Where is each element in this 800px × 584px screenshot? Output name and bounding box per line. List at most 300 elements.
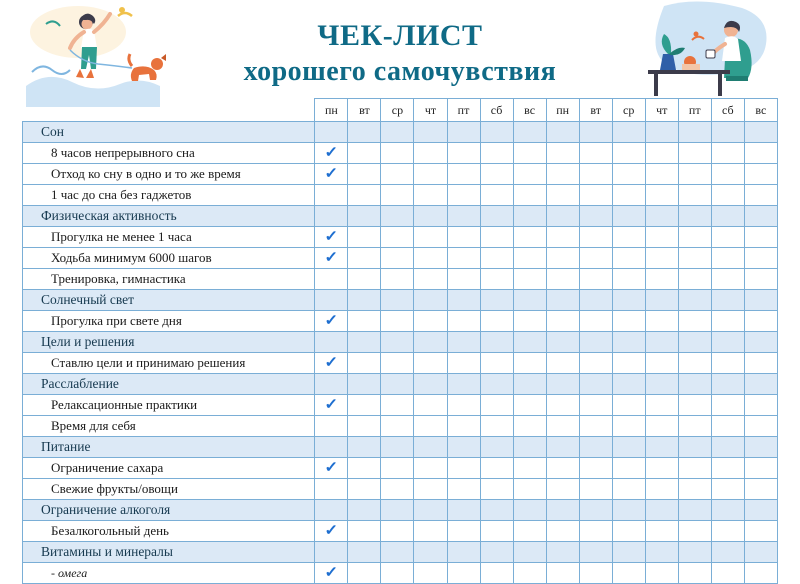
checkbox-cell[interactable] xyxy=(447,143,480,164)
checkbox-cell[interactable] xyxy=(513,122,546,143)
checkbox-cell[interactable] xyxy=(447,248,480,269)
checkbox-cell[interactable] xyxy=(711,500,744,521)
checkbox-cell[interactable] xyxy=(381,164,414,185)
checkbox-cell[interactable] xyxy=(447,374,480,395)
checkbox-cell[interactable] xyxy=(381,542,414,563)
checkbox-cell[interactable] xyxy=(480,458,513,479)
checkbox-cell[interactable] xyxy=(348,164,381,185)
checkbox-cell[interactable] xyxy=(381,227,414,248)
day-header-6: вс xyxy=(513,99,546,122)
checkbox-cell[interactable] xyxy=(447,353,480,374)
checkbox-cell[interactable] xyxy=(711,290,744,311)
checkbox-cell[interactable] xyxy=(678,227,711,248)
checkbox-cell[interactable] xyxy=(348,437,381,458)
checkbox-cell[interactable] xyxy=(546,500,579,521)
checkbox-cell[interactable] xyxy=(678,500,711,521)
checkbox-cell[interactable] xyxy=(546,311,579,332)
checkbox-cell[interactable] xyxy=(612,269,645,290)
checkbox-cell[interactable] xyxy=(645,521,678,542)
checkbox-cell[interactable] xyxy=(480,416,513,437)
checkbox-cell[interactable] xyxy=(744,479,777,500)
checkbox-cell[interactable] xyxy=(348,542,381,563)
checkbox-cell[interactable] xyxy=(381,290,414,311)
checkbox-cell[interactable] xyxy=(744,416,777,437)
checkbox-cell[interactable] xyxy=(381,269,414,290)
checkbox-cell[interactable] xyxy=(645,248,678,269)
checkbox-cell[interactable] xyxy=(579,122,612,143)
checkbox-cell[interactable] xyxy=(414,143,447,164)
checkbox-cell[interactable] xyxy=(678,458,711,479)
checkbox-cell[interactable] xyxy=(645,143,678,164)
checkbox-cell[interactable] xyxy=(612,227,645,248)
checkbox-cell[interactable] xyxy=(414,437,447,458)
checkbox-cell[interactable] xyxy=(414,269,447,290)
checkbox-cell[interactable] xyxy=(447,164,480,185)
checkbox-cell[interactable] xyxy=(612,500,645,521)
checkbox-cell[interactable] xyxy=(348,248,381,269)
checkbox-cell[interactable] xyxy=(744,269,777,290)
checkbox-cell[interactable] xyxy=(645,332,678,353)
checkbox-cell[interactable] xyxy=(645,416,678,437)
checkbox-cell[interactable] xyxy=(348,185,381,206)
checkbox-cell[interactable] xyxy=(480,437,513,458)
checkbox-cell[interactable] xyxy=(414,542,447,563)
checkbox-cell[interactable] xyxy=(711,227,744,248)
checkbox-cell[interactable] xyxy=(612,164,645,185)
checkbox-cell[interactable] xyxy=(744,122,777,143)
checkbox-cell[interactable] xyxy=(447,458,480,479)
checkbox-cell[interactable] xyxy=(414,479,447,500)
checkbox-cell[interactable] xyxy=(480,227,513,248)
checkbox-cell[interactable] xyxy=(480,311,513,332)
checkbox-cell[interactable] xyxy=(447,311,480,332)
checkbox-cell[interactable] xyxy=(381,521,414,542)
checkbox-cell[interactable] xyxy=(315,479,348,500)
checkbox-cell[interactable] xyxy=(546,521,579,542)
checkbox-cell[interactable] xyxy=(678,164,711,185)
checkbox-cell[interactable] xyxy=(546,332,579,353)
checkbox-cell[interactable] xyxy=(513,353,546,374)
checkbox-cell[interactable] xyxy=(711,395,744,416)
checkbox-cell[interactable] xyxy=(447,332,480,353)
checkbox-cell[interactable] xyxy=(579,248,612,269)
checkbox-cell[interactable] xyxy=(612,458,645,479)
checkbox-cell[interactable] xyxy=(678,311,711,332)
checkbox-cell[interactable] xyxy=(744,542,777,563)
checkbox-cell[interactable] xyxy=(315,374,348,395)
checkbox-cell[interactable] xyxy=(711,374,744,395)
checkbox-cell[interactable] xyxy=(612,143,645,164)
checkbox-cell[interactable] xyxy=(678,437,711,458)
checkbox-cell[interactable] xyxy=(447,122,480,143)
checkbox-cell[interactable] xyxy=(447,206,480,227)
checkbox-cell[interactable] xyxy=(447,185,480,206)
checkbox-cell[interactable] xyxy=(645,353,678,374)
checkbox-cell[interactable] xyxy=(480,332,513,353)
checkbox-cell[interactable] xyxy=(513,521,546,542)
checkbox-cell[interactable] xyxy=(546,416,579,437)
checkbox-cell[interactable] xyxy=(315,227,348,248)
checkbox-cell[interactable] xyxy=(447,290,480,311)
checkbox-cell[interactable] xyxy=(546,374,579,395)
checkbox-cell[interactable] xyxy=(447,227,480,248)
checkbox-cell[interactable] xyxy=(612,290,645,311)
checkbox-cell[interactable] xyxy=(414,164,447,185)
checkbox-cell[interactable] xyxy=(381,143,414,164)
checkbox-cell[interactable] xyxy=(579,479,612,500)
checkbox-cell[interactable] xyxy=(480,164,513,185)
checkbox-cell[interactable] xyxy=(513,290,546,311)
checkbox-cell[interactable] xyxy=(678,542,711,563)
checkbox-cell[interactable] xyxy=(711,143,744,164)
task-label: Прогулка не менее 1 часа xyxy=(23,227,315,248)
checkbox-cell[interactable] xyxy=(348,416,381,437)
checkbox-cell[interactable] xyxy=(315,437,348,458)
checkbox-cell[interactable] xyxy=(711,521,744,542)
checkbox-cell[interactable] xyxy=(348,206,381,227)
checkbox-cell[interactable] xyxy=(678,290,711,311)
checkbox-cell[interactable] xyxy=(348,500,381,521)
checkbox-cell[interactable] xyxy=(579,521,612,542)
checkbox-cell[interactable] xyxy=(678,269,711,290)
checkbox-cell[interactable] xyxy=(414,248,447,269)
checkbox-cell[interactable] xyxy=(480,269,513,290)
checkbox-cell[interactable] xyxy=(315,332,348,353)
checkbox-cell[interactable] xyxy=(348,353,381,374)
checkbox-cell[interactable] xyxy=(579,500,612,521)
checkbox-cell[interactable] xyxy=(711,479,744,500)
checkbox-cell[interactable] xyxy=(546,122,579,143)
checkbox-cell[interactable] xyxy=(711,416,744,437)
checkbox-cell[interactable] xyxy=(315,206,348,227)
checkbox-cell[interactable] xyxy=(348,227,381,248)
checkbox-cell[interactable] xyxy=(315,122,348,143)
checkbox-cell[interactable] xyxy=(480,542,513,563)
checkbox-cell[interactable] xyxy=(513,479,546,500)
checkbox-cell[interactable] xyxy=(513,542,546,563)
checkbox-cell[interactable] xyxy=(645,311,678,332)
checkbox-cell[interactable] xyxy=(678,143,711,164)
checkbox-cell[interactable] xyxy=(315,458,348,479)
checkbox-cell[interactable] xyxy=(744,437,777,458)
checkbox-cell[interactable] xyxy=(744,374,777,395)
checkbox-cell[interactable] xyxy=(414,500,447,521)
task-label: Ставлю цели и принимаю решения xyxy=(23,353,315,374)
checkbox-cell[interactable] xyxy=(612,185,645,206)
checkbox-cell[interactable] xyxy=(711,164,744,185)
checkbox-cell[interactable] xyxy=(513,269,546,290)
checkbox-cell[interactable] xyxy=(513,143,546,164)
checkbox-cell[interactable] xyxy=(678,374,711,395)
checkbox-cell[interactable] xyxy=(579,185,612,206)
checkbox-cell[interactable] xyxy=(381,374,414,395)
checkbox-cell[interactable] xyxy=(744,521,777,542)
checkbox-cell[interactable] xyxy=(414,290,447,311)
checkbox-cell[interactable] xyxy=(546,290,579,311)
checkbox-cell[interactable] xyxy=(348,374,381,395)
checkbox-cell[interactable] xyxy=(348,143,381,164)
checkbox-cell[interactable] xyxy=(579,143,612,164)
checkbox-cell[interactable] xyxy=(645,479,678,500)
checkbox-cell[interactable] xyxy=(414,206,447,227)
checkbox-cell[interactable] xyxy=(513,458,546,479)
checkbox-cell[interactable] xyxy=(315,542,348,563)
checkbox-cell[interactable] xyxy=(579,542,612,563)
checkbox-cell[interactable] xyxy=(612,521,645,542)
checkbox-cell[interactable] xyxy=(513,227,546,248)
checkbox-cell[interactable] xyxy=(612,248,645,269)
checkbox-cell[interactable] xyxy=(678,353,711,374)
checkbox-cell[interactable] xyxy=(546,437,579,458)
checkbox-cell[interactable] xyxy=(480,143,513,164)
checkbox-cell[interactable] xyxy=(711,122,744,143)
checkbox-cell[interactable] xyxy=(744,164,777,185)
checkbox-cell[interactable] xyxy=(414,416,447,437)
checkbox-cell[interactable] xyxy=(579,164,612,185)
checkbox-cell[interactable] xyxy=(612,395,645,416)
checkbox-cell[interactable] xyxy=(513,395,546,416)
checkbox-cell[interactable] xyxy=(678,416,711,437)
checkbox-cell[interactable] xyxy=(546,164,579,185)
checkbox-cell[interactable] xyxy=(513,416,546,437)
checkbox-cell[interactable] xyxy=(546,143,579,164)
checkbox-cell[interactable] xyxy=(744,311,777,332)
checkbox-cell[interactable] xyxy=(513,185,546,206)
checkbox-cell[interactable] xyxy=(678,122,711,143)
checkbox-cell[interactable] xyxy=(678,248,711,269)
checkbox-cell[interactable] xyxy=(381,311,414,332)
checkbox-cell[interactable] xyxy=(546,248,579,269)
checkbox-cell[interactable] xyxy=(315,164,348,185)
checkbox-cell[interactable] xyxy=(414,227,447,248)
checkbox-cell[interactable] xyxy=(381,353,414,374)
checkbox-cell[interactable] xyxy=(546,206,579,227)
checkbox-cell[interactable] xyxy=(579,353,612,374)
checkbox-cell[interactable] xyxy=(447,542,480,563)
checkbox-cell[interactable] xyxy=(645,437,678,458)
checkbox-cell[interactable] xyxy=(744,332,777,353)
checkbox-cell[interactable] xyxy=(513,311,546,332)
checkbox-cell[interactable] xyxy=(447,269,480,290)
checkbox-cell[interactable] xyxy=(414,122,447,143)
task-label: Безалкогольный день xyxy=(23,521,315,542)
checkbox-cell[interactable] xyxy=(579,269,612,290)
checkbox-cell[interactable] xyxy=(447,479,480,500)
checkbox-cell[interactable] xyxy=(645,164,678,185)
checkbox-cell[interactable] xyxy=(744,500,777,521)
checkbox-cell[interactable] xyxy=(447,416,480,437)
checkbox-cell[interactable] xyxy=(480,248,513,269)
checkbox-cell[interactable] xyxy=(414,521,447,542)
checkbox-cell[interactable] xyxy=(645,500,678,521)
checkbox-cell[interactable] xyxy=(744,353,777,374)
checkbox-cell[interactable] xyxy=(579,332,612,353)
checkbox-cell[interactable] xyxy=(315,416,348,437)
checkbox-cell[interactable] xyxy=(315,185,348,206)
checkbox-cell[interactable] xyxy=(348,521,381,542)
checkbox-cell[interactable] xyxy=(381,416,414,437)
checkbox-cell[interactable] xyxy=(645,374,678,395)
checkbox-cell[interactable] xyxy=(546,479,579,500)
checkbox-cell[interactable] xyxy=(711,206,744,227)
checkbox-cell[interactable] xyxy=(315,143,348,164)
checkbox-cell[interactable] xyxy=(612,353,645,374)
checkbox-cell[interactable] xyxy=(414,374,447,395)
checkbox-cell[interactable] xyxy=(480,185,513,206)
checkbox-cell[interactable] xyxy=(711,269,744,290)
checkbox-cell[interactable] xyxy=(579,311,612,332)
checkbox-cell[interactable] xyxy=(678,479,711,500)
checkbox-cell[interactable] xyxy=(579,437,612,458)
checkbox-cell[interactable] xyxy=(480,500,513,521)
checkbox-cell[interactable] xyxy=(480,290,513,311)
day-header-13: вс xyxy=(744,99,777,122)
checkbox-cell[interactable] xyxy=(381,122,414,143)
checkbox-cell[interactable] xyxy=(612,311,645,332)
checkbox-cell[interactable] xyxy=(513,437,546,458)
checkbox-cell[interactable] xyxy=(513,248,546,269)
checkbox-cell[interactable] xyxy=(645,122,678,143)
checkbox-cell[interactable] xyxy=(645,269,678,290)
checkbox-cell[interactable] xyxy=(414,332,447,353)
checkbox-cell[interactable] xyxy=(480,353,513,374)
checkbox-cell[interactable] xyxy=(381,500,414,521)
checkbox-cell[interactable] xyxy=(744,290,777,311)
checkbox-cell[interactable] xyxy=(711,437,744,458)
checkbox-cell[interactable] xyxy=(645,395,678,416)
checkbox-cell[interactable] xyxy=(513,500,546,521)
checkbox-cell[interactable] xyxy=(513,332,546,353)
checkbox-cell[interactable] xyxy=(480,521,513,542)
checkbox-cell[interactable] xyxy=(348,122,381,143)
checkbox-cell[interactable] xyxy=(546,542,579,563)
checkbox-cell[interactable] xyxy=(612,332,645,353)
checkbox-cell[interactable] xyxy=(546,269,579,290)
checkbox-cell[interactable] xyxy=(414,311,447,332)
checkbox-cell[interactable] xyxy=(612,206,645,227)
checkbox-cell[interactable] xyxy=(612,374,645,395)
checkbox-cell[interactable] xyxy=(315,353,348,374)
checkbox-cell[interactable] xyxy=(579,206,612,227)
checkbox-cell[interactable] xyxy=(744,248,777,269)
checkbox-cell[interactable] xyxy=(678,521,711,542)
checkbox-cell[interactable] xyxy=(315,521,348,542)
checkbox-cell[interactable] xyxy=(315,248,348,269)
checkbox-cell[interactable] xyxy=(744,185,777,206)
checkbox-cell[interactable] xyxy=(315,311,348,332)
checkbox-cell[interactable] xyxy=(744,227,777,248)
checkbox-cell[interactable] xyxy=(315,500,348,521)
checkbox-cell[interactable] xyxy=(711,458,744,479)
checkbox-cell[interactable] xyxy=(513,374,546,395)
checkbox-cell[interactable] xyxy=(645,458,678,479)
checkbox-cell[interactable] xyxy=(414,458,447,479)
checkbox-cell[interactable] xyxy=(381,206,414,227)
checkbox-cell[interactable] xyxy=(381,395,414,416)
checkbox-cell[interactable] xyxy=(381,185,414,206)
checkbox-cell[interactable] xyxy=(678,185,711,206)
checkbox-cell[interactable] xyxy=(645,290,678,311)
checkbox-cell[interactable] xyxy=(645,227,678,248)
checkbox-cell[interactable] xyxy=(447,437,480,458)
checkbox-cell[interactable] xyxy=(513,164,546,185)
checkbox-cell[interactable] xyxy=(579,416,612,437)
checkbox-cell[interactable] xyxy=(546,185,579,206)
checkbox-cell[interactable] xyxy=(744,458,777,479)
checkbox-cell[interactable] xyxy=(348,479,381,500)
checkbox-cell[interactable] xyxy=(645,206,678,227)
checkbox-cell[interactable] xyxy=(348,458,381,479)
checkbox-cell[interactable] xyxy=(381,332,414,353)
checkbox-cell[interactable] xyxy=(711,248,744,269)
checkbox-cell[interactable] xyxy=(348,269,381,290)
checkbox-cell[interactable] xyxy=(480,479,513,500)
checkbox-cell[interactable] xyxy=(414,353,447,374)
checkbox-cell[interactable] xyxy=(315,290,348,311)
checkbox-cell[interactable] xyxy=(381,479,414,500)
checkbox-cell[interactable] xyxy=(678,332,711,353)
checkbox-cell[interactable] xyxy=(381,248,414,269)
checkbox-cell[interactable] xyxy=(447,500,480,521)
checkbox-cell[interactable] xyxy=(546,353,579,374)
checkbox-cell[interactable] xyxy=(711,332,744,353)
checkbox-cell[interactable] xyxy=(579,458,612,479)
checkbox-cell[interactable] xyxy=(546,395,579,416)
checkbox-cell[interactable] xyxy=(744,143,777,164)
checkbox-cell[interactable] xyxy=(579,290,612,311)
checkbox-cell[interactable] xyxy=(447,395,480,416)
checkbox-cell[interactable] xyxy=(480,374,513,395)
checkbox-cell[interactable] xyxy=(612,416,645,437)
checkbox-cell[interactable] xyxy=(579,374,612,395)
checkbox-cell[interactable] xyxy=(579,395,612,416)
checkbox-cell[interactable] xyxy=(678,395,711,416)
checkbox-cell[interactable] xyxy=(546,227,579,248)
checkbox-cell[interactable] xyxy=(414,395,447,416)
checkbox-cell[interactable] xyxy=(348,332,381,353)
checkbox-cell[interactable] xyxy=(645,542,678,563)
checkbox-cell[interactable] xyxy=(348,290,381,311)
checkbox-cell[interactable] xyxy=(744,395,777,416)
checkbox-cell[interactable] xyxy=(546,458,579,479)
checkbox-cell[interactable] xyxy=(414,185,447,206)
checkbox-cell[interactable] xyxy=(480,395,513,416)
checkbox-cell[interactable] xyxy=(315,395,348,416)
checkbox-cell[interactable] xyxy=(612,437,645,458)
checkbox-cell[interactable] xyxy=(513,206,546,227)
checkbox-cell[interactable] xyxy=(678,206,711,227)
woman-walking-dog-icon xyxy=(18,2,178,107)
checkbox-cell[interactable] xyxy=(381,437,414,458)
checkbox-cell[interactable] xyxy=(645,185,678,206)
checkbox-cell[interactable] xyxy=(711,311,744,332)
checkbox-cell[interactable] xyxy=(579,227,612,248)
checkbox-cell[interactable] xyxy=(612,542,645,563)
checkbox-cell[interactable] xyxy=(381,458,414,479)
checkbox-cell[interactable] xyxy=(447,521,480,542)
checkbox-cell[interactable] xyxy=(348,311,381,332)
checkbox-cell[interactable] xyxy=(744,206,777,227)
checkbox-cell[interactable] xyxy=(711,185,744,206)
checkbox-cell[interactable] xyxy=(315,269,348,290)
checkbox-cell[interactable] xyxy=(480,122,513,143)
checkbox-cell[interactable] xyxy=(480,206,513,227)
checkbox-cell[interactable] xyxy=(711,353,744,374)
checkbox-cell[interactable] xyxy=(612,479,645,500)
checkbox-cell[interactable] xyxy=(348,395,381,416)
checkbox-cell[interactable] xyxy=(711,542,744,563)
checkbox-cell[interactable] xyxy=(612,122,645,143)
